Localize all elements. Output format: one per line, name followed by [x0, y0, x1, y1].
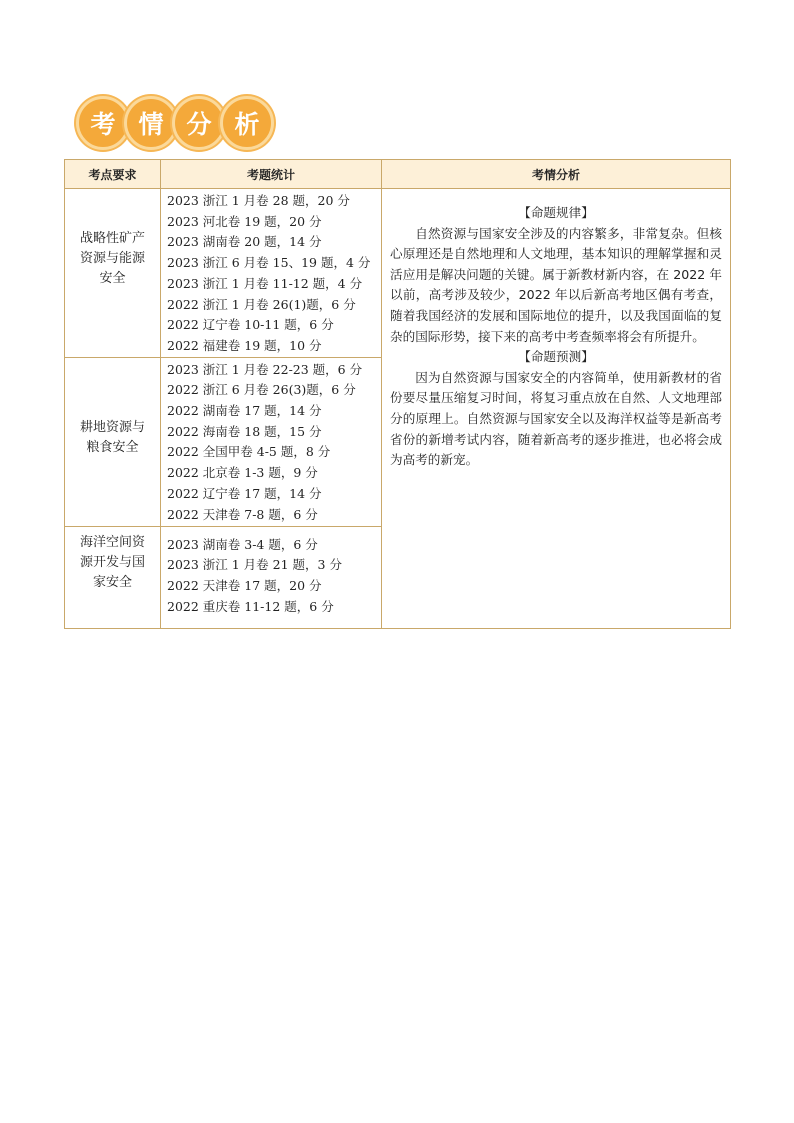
predict-heading: 【命题预测】	[518, 349, 594, 365]
title-badge: 情	[124, 96, 178, 150]
stat-line: 2023 浙江 6 月卷 15、19 题，4 分	[167, 255, 371, 271]
stats-cell	[161, 526, 382, 628]
title-badge: 析	[220, 96, 274, 150]
stat-line: 2023 湖南卷 20 题，14 分	[167, 234, 322, 250]
exam-analysis-table	[64, 159, 731, 629]
header-analysis: 考情分析	[382, 160, 731, 189]
stat-line: 2022 重庆卷 11-12 题，6 分	[167, 598, 334, 614]
header-stats: 考题统计	[161, 160, 382, 189]
stat-line: 2022 福建卷 19 题，10 分	[167, 337, 322, 353]
requirement-cell: 战略性矿产资源与能源安全	[65, 189, 161, 358]
stat-line: 2023 湖南卷 3-4 题，6 分	[167, 536, 318, 552]
stat-line: 2023 浙江 1 月卷 22-23 题，6 分	[167, 361, 363, 377]
stat-line: 2022 全国甲卷 4-5 题，8 分	[167, 444, 331, 460]
stat-line: 2022 浙江 6 月卷 26(3)题，6 分	[167, 382, 356, 398]
title-badge: 分	[172, 96, 226, 150]
stat-line: 2022 浙江 1 月卷 26(1)题，6 分	[167, 296, 356, 312]
stat-line: 2023 浙江 1 月卷 11-12 题，4 分	[167, 275, 363, 291]
stats-cell	[161, 357, 382, 526]
title-badge: 考	[76, 96, 130, 150]
table-header-row	[65, 160, 731, 189]
stat-line: 2022 天津卷 7-8 题，6 分	[167, 506, 318, 522]
stat-line: 2022 湖南卷 17 题，14 分	[167, 403, 322, 419]
rule-heading: 【命题规律】	[518, 205, 594, 220]
header-requirement: 考点要求	[65, 160, 161, 189]
table-row	[65, 189, 731, 358]
stat-line: 2022 海南卷 18 题，15 分	[167, 423, 322, 439]
section-title-banner	[76, 96, 268, 150]
analysis-cell	[382, 189, 731, 629]
predict-text: 因为自然资源与国家安全的内容简单，使用新教材的省份要尽量压缩复习时间，将复习重点放在自然、人文地理部分的原理上。自然资源与国家安全以及海洋权益等是新高考省份的新增考试内容，随着新高考的逐步推进，也必将会成为高考的新宠。	[390, 369, 722, 468]
stat-line: 2023 浙江 1 月卷 28 题，20 分	[167, 193, 350, 208]
requirement-cell: 海洋空间资源开发与国家安全	[65, 526, 161, 628]
stat-line: 2022 辽宁卷 10-11 题，6 分	[167, 317, 334, 333]
stats-cell	[161, 189, 382, 358]
stat-line: 2022 辽宁卷 17 题，14 分	[167, 485, 322, 501]
rule-text: 自然资源与国家安全涉及的内容繁多，非常复杂。但核心原理还是自然地理和人文地理，基本知识的理解掌握和灵活应用是解决问题的关键。属于新教材新内容，在 2022 年以前，高考涉及较少，2022 年以后新高考地区偶有考查，随着我国经济的发展和国际地位的提升，以及我国面临的复杂的国际形势，接下来的高考中考查频率将会有所提升。	[390, 225, 722, 344]
stat-line: 2023 河北卷 19 题，20 分	[167, 213, 322, 229]
stat-line: 2023 浙江 1 月卷 21 题，3 分	[167, 557, 342, 573]
stat-line: 2022 北京卷 1-3 题，9 分	[167, 465, 318, 481]
stat-line: 2022 天津卷 17 题，20 分	[167, 578, 322, 594]
requirement-cell: 耕地资源与粮食安全	[65, 357, 161, 526]
